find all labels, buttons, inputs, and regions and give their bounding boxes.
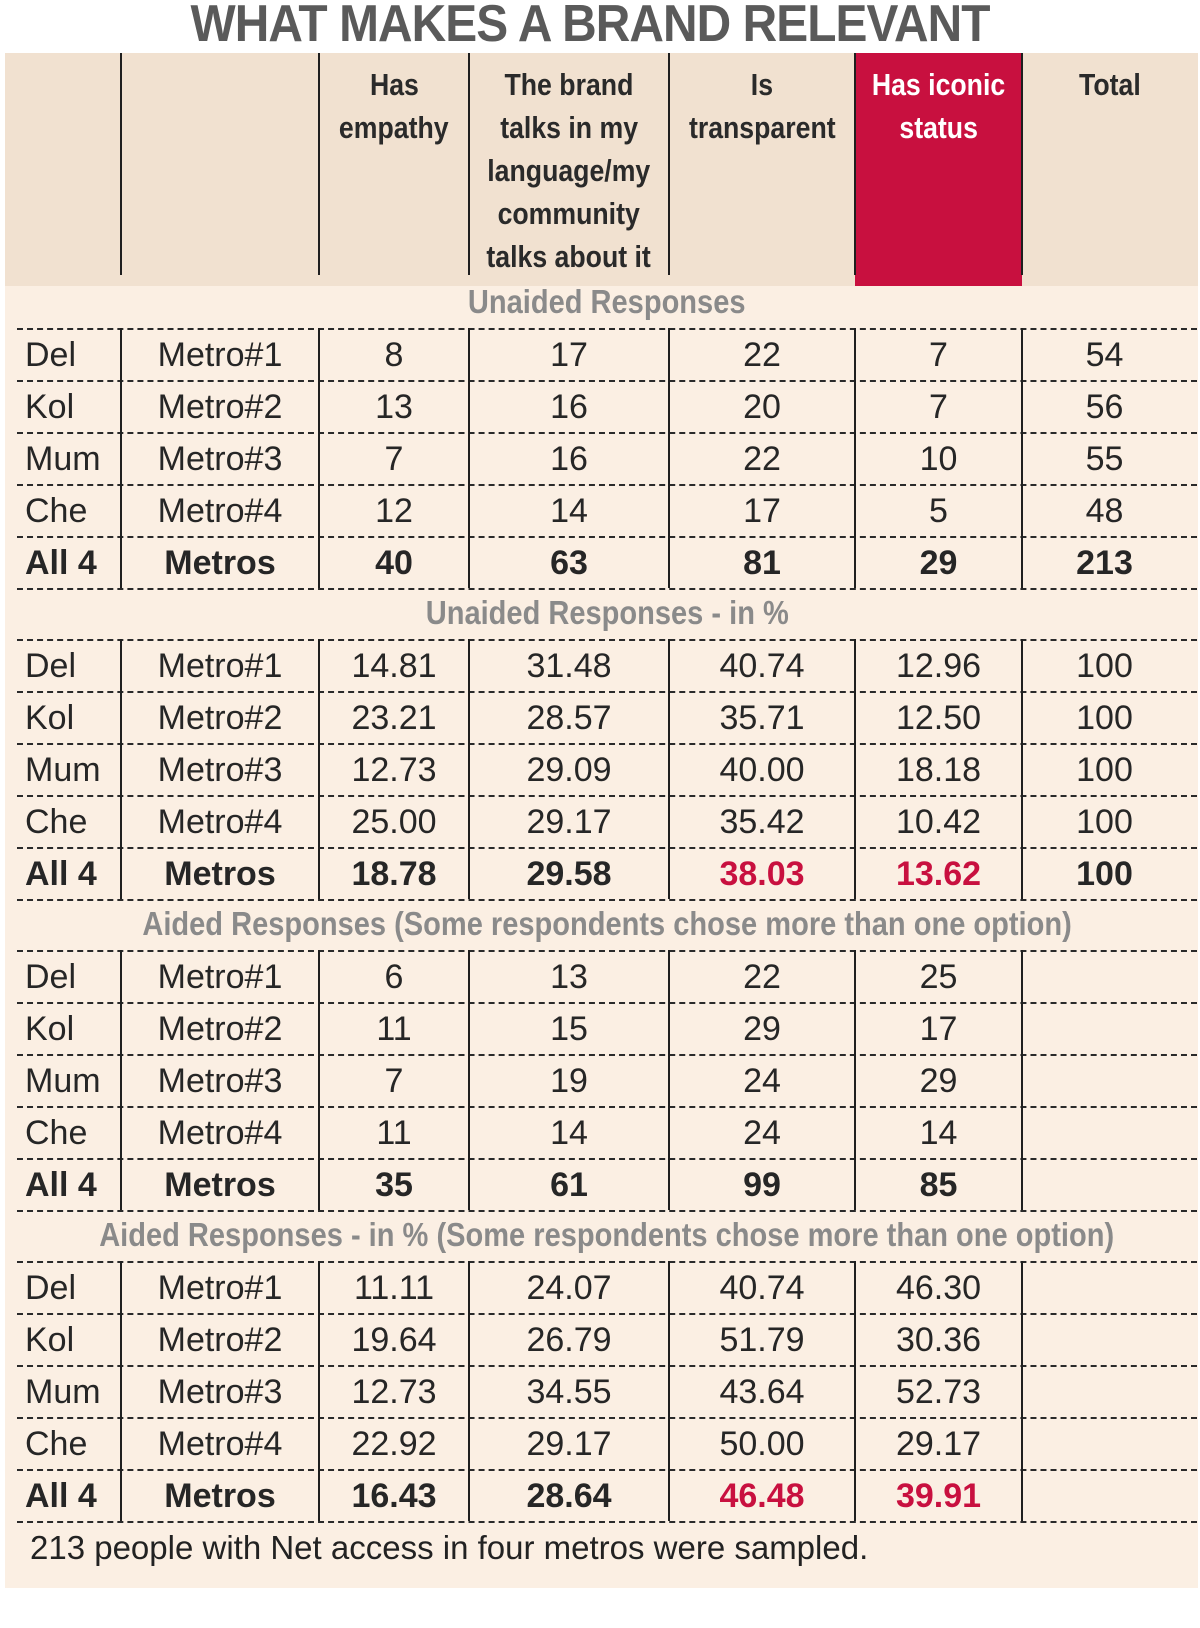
value-cell: 213	[1076, 544, 1133, 582]
metro-cell: Metros	[164, 1166, 276, 1204]
value-cell: 12.73	[351, 1373, 437, 1411]
column-divider	[120, 1261, 122, 1521]
value-cell: 38.03	[719, 855, 805, 893]
city-cell: All 4	[25, 855, 97, 893]
column-divider	[854, 950, 856, 1210]
metro-cell: Metros	[164, 1477, 276, 1515]
column-header-line: Is	[750, 67, 774, 102]
city-cell: All 4	[25, 1477, 97, 1515]
column-header-line: talks in my	[500, 110, 638, 145]
column-divider	[854, 639, 856, 899]
metro-cell: Metro#2	[157, 1321, 283, 1359]
value-cell: 7	[384, 1062, 404, 1100]
value-cell: 29	[743, 1010, 781, 1048]
table-row	[17, 847, 1197, 899]
column-divider	[120, 53, 122, 275]
value-cell: 11.11	[353, 1269, 435, 1307]
table-row	[17, 536, 1197, 588]
row-divider	[17, 1521, 1197, 1523]
city-cell: Mum	[25, 1373, 101, 1411]
city-cell: Che	[25, 492, 88, 530]
column-divider	[854, 53, 856, 275]
metro-cell: Metro#1	[157, 1269, 283, 1307]
value-cell: 14	[550, 492, 588, 530]
section-title-text: Unaided Responses - in %	[425, 594, 789, 631]
column-header-line: status	[899, 110, 978, 145]
table-row	[17, 380, 1197, 432]
column-divider	[468, 639, 470, 899]
value-cell: 100	[1076, 751, 1133, 789]
table-panel	[5, 53, 1198, 1588]
column-header-line: community	[497, 196, 641, 231]
column-header-3	[669, 53, 855, 286]
column-header-blank	[5, 53, 121, 286]
table-row	[17, 1469, 1197, 1521]
table-row	[17, 1002, 1197, 1054]
value-cell: 7	[384, 440, 404, 478]
value-cell: 13	[550, 958, 588, 996]
column-divider	[468, 950, 470, 1210]
value-cell: 11	[376, 1114, 412, 1152]
column-divider	[120, 950, 122, 1210]
value-cell: 39.91	[895, 1477, 982, 1515]
value-cell	[1022, 950, 1187, 1002]
value-cell: 100	[1076, 647, 1133, 685]
value-cell: 40.74	[719, 1269, 805, 1307]
value-cell: 61	[550, 1166, 588, 1204]
value-cell: 29.17	[526, 803, 612, 841]
city-cell: Del	[25, 1269, 77, 1307]
value-cell: 29.09	[526, 751, 612, 789]
value-cell: 10.42	[895, 803, 982, 841]
value-cell	[1022, 1313, 1187, 1365]
value-cell: 14	[919, 1114, 958, 1152]
value-cell: 26.79	[526, 1321, 612, 1359]
value-cell: 29	[919, 544, 958, 582]
value-cell: 8	[384, 336, 404, 374]
table-row	[17, 484, 1197, 536]
section-title-text: Aided Responses (Some respondents chose more than one option)	[142, 905, 1072, 942]
city-cell: Kol	[25, 1010, 75, 1048]
city-cell: Che	[25, 1114, 88, 1152]
metro-cell: Metro#1	[157, 336, 283, 374]
column-divider	[318, 950, 320, 1210]
city-cell: All 4	[25, 1166, 97, 1204]
value-cell: 100	[1076, 803, 1133, 841]
column-divider	[668, 639, 670, 899]
value-cell: 16.43	[351, 1477, 437, 1515]
value-cell: 40	[375, 544, 413, 582]
column-divider	[468, 53, 470, 275]
value-cell: 12.73	[351, 751, 437, 789]
city-cell: Del	[25, 958, 77, 996]
value-cell: 14	[550, 1114, 588, 1152]
value-cell: 13	[375, 388, 413, 426]
column-divider	[668, 53, 670, 275]
value-cell	[1022, 1365, 1187, 1417]
value-cell: 100	[1076, 855, 1133, 893]
value-cell	[1022, 1002, 1187, 1054]
column-divider	[668, 1261, 670, 1521]
column-header-line: The brand	[504, 67, 634, 102]
metro-cell: Metro#4	[157, 1114, 283, 1152]
column-divider	[854, 328, 856, 588]
value-cell: 7	[929, 336, 948, 374]
column-header-line: transparent	[688, 110, 836, 145]
city-cell: Del	[25, 647, 77, 685]
metro-cell: Metro#3	[157, 440, 283, 478]
city-cell: Mum	[25, 1062, 101, 1100]
value-cell: 24.07	[526, 1269, 612, 1307]
value-cell: 10	[919, 440, 958, 478]
section-title	[17, 1210, 1197, 1259]
value-cell	[1022, 1469, 1187, 1521]
value-cell	[1022, 1417, 1187, 1469]
value-cell: 55	[1085, 440, 1124, 478]
table-row	[17, 1313, 1197, 1365]
value-cell: 29.17	[895, 1425, 982, 1463]
column-header-line: talks about it	[486, 239, 652, 274]
city-cell: Del	[25, 336, 77, 374]
table-row	[17, 432, 1197, 484]
metro-cell: Metro#3	[157, 1373, 283, 1411]
value-cell: 17	[919, 1010, 958, 1048]
footnote: 213 people with Net access in four metros were sampled.	[30, 1529, 869, 1566]
column-divider	[120, 639, 122, 899]
metro-cell: Metro#2	[157, 699, 283, 737]
value-cell: 12.50	[895, 699, 982, 737]
value-cell: 13.62	[895, 855, 982, 893]
city-cell: Che	[25, 803, 88, 841]
table-row	[17, 328, 1197, 380]
value-cell: 15	[550, 1010, 588, 1048]
table-row	[17, 950, 1197, 1002]
section-title-text: Unaided Responses	[468, 283, 746, 320]
value-cell: 12	[375, 492, 413, 530]
column-divider	[1021, 53, 1023, 275]
section-title	[17, 277, 1197, 326]
metro-cell: Metros	[164, 855, 276, 893]
metro-cell: Metro#1	[157, 958, 283, 996]
city-cell: Mum	[25, 440, 101, 478]
metro-cell: Metro#4	[157, 803, 283, 841]
value-cell: 29	[919, 1062, 958, 1100]
metro-cell: Metros	[164, 544, 276, 582]
value-cell: 22	[743, 958, 781, 996]
value-cell: 25	[919, 958, 958, 996]
value-cell: 16	[550, 440, 588, 478]
value-cell: 46.30	[895, 1269, 982, 1307]
column-divider	[1021, 1261, 1023, 1521]
value-cell: 25.00	[351, 803, 437, 841]
value-cell: 14.81	[351, 647, 437, 685]
value-cell: 24	[743, 1062, 781, 1100]
value-cell: 52.73	[895, 1373, 982, 1411]
value-cell: 16	[550, 388, 588, 426]
table-row	[17, 795, 1197, 847]
value-cell: 5	[929, 492, 948, 530]
table-row	[17, 1365, 1197, 1417]
value-cell: 43.64	[719, 1373, 805, 1411]
metro-cell: Metro#1	[157, 647, 283, 685]
value-cell: 28.64	[526, 1477, 612, 1515]
value-cell: 23.21	[351, 699, 437, 737]
table-row	[17, 1261, 1197, 1313]
value-cell: 17	[743, 492, 781, 530]
value-cell: 19	[550, 1062, 588, 1100]
table-row	[17, 1106, 1197, 1158]
table-row	[17, 639, 1197, 691]
value-cell: 40.00	[719, 751, 805, 789]
city-cell: All 4	[25, 544, 97, 582]
table-row	[17, 1417, 1197, 1469]
metro-cell: Metro#2	[157, 1010, 283, 1048]
value-cell: 28.57	[526, 699, 612, 737]
value-cell: 22	[743, 440, 781, 478]
value-cell: 20	[743, 388, 781, 426]
value-cell: 54	[1085, 336, 1124, 374]
column-divider	[318, 1261, 320, 1521]
value-cell: 11	[376, 1010, 412, 1048]
value-cell: 17	[550, 336, 588, 374]
column-divider	[668, 328, 670, 588]
city-cell: Mum	[25, 751, 101, 789]
table-row	[17, 1158, 1197, 1210]
column-header-2	[469, 53, 669, 286]
value-cell: 12.96	[895, 647, 982, 685]
value-cell: 48	[1085, 492, 1124, 530]
column-header-line: Total	[1079, 67, 1141, 102]
city-cell: Che	[25, 1425, 88, 1463]
value-cell: 40.74	[719, 647, 805, 685]
value-cell: 30.36	[895, 1321, 982, 1359]
value-cell: 22.92	[351, 1425, 437, 1463]
metro-cell: Metro#3	[157, 1062, 283, 1100]
column-divider	[1021, 328, 1023, 588]
table-row	[17, 743, 1197, 795]
value-cell: 35.42	[719, 803, 805, 841]
section-title	[17, 899, 1197, 948]
value-cell: 50.00	[719, 1425, 805, 1463]
metro-cell: Metro#4	[157, 1425, 283, 1463]
value-cell: 6	[384, 958, 404, 996]
column-divider	[854, 1261, 856, 1521]
value-cell	[1022, 1158, 1187, 1210]
column-divider	[1021, 639, 1023, 899]
column-divider	[318, 639, 320, 899]
value-cell: 18.18	[895, 751, 982, 789]
column-divider	[120, 328, 122, 588]
column-divider	[668, 950, 670, 1210]
column-divider	[318, 53, 320, 275]
table-row	[17, 1054, 1197, 1106]
value-cell: 85	[919, 1166, 958, 1204]
value-cell: 100	[1076, 699, 1133, 737]
column-header-line: Has iconic	[871, 67, 1006, 102]
value-cell: 29.58	[526, 855, 612, 893]
column-header-line: language/my	[487, 153, 651, 188]
section-title-text: Aided Responses - in % (Some respondents chose more than one option)	[99, 1216, 1115, 1253]
column-divider	[468, 328, 470, 588]
value-cell: 24	[743, 1114, 781, 1152]
value-cell: 51.79	[719, 1321, 805, 1359]
value-cell	[1022, 1106, 1187, 1158]
column-header-1	[319, 53, 469, 286]
column-header-line: Has	[369, 67, 419, 102]
column-header-line: empathy	[339, 110, 449, 145]
column-divider	[468, 1261, 470, 1521]
value-cell	[1022, 1261, 1187, 1313]
city-cell: Kol	[25, 1321, 75, 1359]
value-cell: 34.55	[526, 1373, 612, 1411]
value-cell: 56	[1085, 388, 1124, 426]
value-cell: 22	[743, 336, 781, 374]
metro-cell: Metro#4	[157, 492, 283, 530]
value-cell: 99	[743, 1166, 781, 1204]
metro-cell: Metro#2	[157, 388, 283, 426]
value-cell: 19.64	[351, 1321, 437, 1359]
value-cell: 46.48	[719, 1477, 805, 1515]
column-header-5	[1022, 53, 1198, 286]
column-divider	[1021, 950, 1023, 1210]
city-cell: Kol	[25, 388, 75, 426]
value-cell	[1022, 1054, 1187, 1106]
column-header-4	[855, 53, 1022, 286]
column-header-blank	[121, 53, 319, 286]
value-cell: 7	[929, 388, 948, 426]
value-cell: 35	[375, 1166, 413, 1204]
value-cell: 63	[550, 544, 588, 582]
city-cell: Kol	[25, 699, 75, 737]
section-title	[17, 588, 1197, 637]
value-cell: 18.78	[351, 855, 437, 893]
value-cell: 29.17	[526, 1425, 612, 1463]
value-cell: 31.48	[526, 647, 612, 685]
metro-cell: Metro#3	[157, 751, 283, 789]
page-title: WHAT MAKES A BRAND RELEVANT	[190, 0, 990, 53]
column-divider	[318, 328, 320, 588]
value-cell: 35.71	[719, 699, 805, 737]
table-row	[17, 691, 1197, 743]
value-cell: 81	[743, 544, 781, 582]
